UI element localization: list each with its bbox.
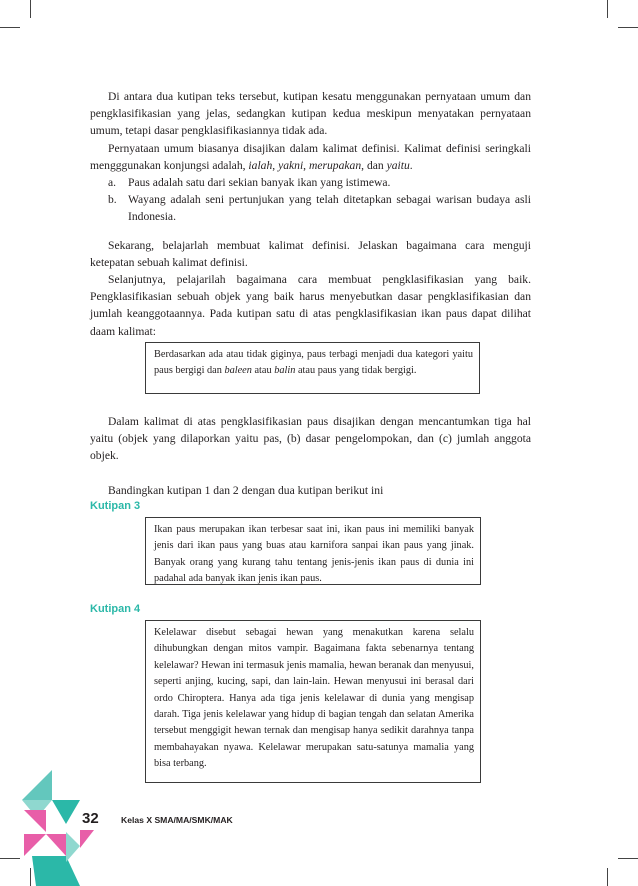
crop-mark <box>618 858 638 859</box>
crop-mark <box>0 27 20 28</box>
list-item-text: Paus adalah satu dari sekian banyak ikan yang istimewa. <box>128 176 391 189</box>
example-list <box>90 174 531 226</box>
text-run: Pernyataan umum biasanya disajikan dalam kalimat definisi. Kalimat definisi seringkali mengggunakan konjungsi adalah, <box>90 142 531 173</box>
conjunction-ialah: ialah <box>248 159 273 173</box>
decor-triangle <box>80 830 94 848</box>
text-run: , <box>272 159 279 173</box>
quote-text <box>154 347 473 380</box>
conjunction-yaitu: yaitu <box>386 159 410 173</box>
quote-text: Ikan paus merupakan ikan terbesar saat ini, ikan paus ini memiliki banyak jenis dari ikan paus yang buas atau karnifora sanpai ikan paus yang jinak. Banyak orang yang kurang tahu tentang jenis-jenis ikan paus di dunia ini padahal ada banyak ikan jenis ikan paus. <box>154 524 474 585</box>
text-run: , dan <box>361 159 387 173</box>
decor-triangle <box>22 770 52 800</box>
quote-box-whale-classification <box>145 342 480 394</box>
term-balin: balin <box>274 365 296 377</box>
decor-triangle <box>24 834 46 856</box>
book-title: Kelas X SMA/MA/SMK/MAK <box>121 815 233 825</box>
quote-box-kutipan-4 <box>145 620 481 783</box>
text-run: atau <box>251 365 275 377</box>
kutipan-4-label: Kutipan 4 <box>90 603 141 615</box>
crop-mark <box>607 868 608 886</box>
conjunction-yakni: yakni <box>278 159 304 173</box>
decor-triangle <box>52 800 80 824</box>
list-marker: a. <box>108 176 117 189</box>
crop-mark <box>607 0 608 18</box>
text-run: , <box>303 159 309 173</box>
decor-triangle <box>66 832 80 862</box>
crop-mark <box>30 0 31 18</box>
paragraph-explanation: Dalam kalimat di atas pengklasifikasian paus disajikan dengan mencantumkan tiga hal yaitu (objek yang dilaporkan yaitu pas, (b) dasar pengelompokan, dan (c) jumlah anggota objek. <box>90 415 531 463</box>
decor-triangle <box>32 856 80 886</box>
decor-triangle <box>46 834 66 856</box>
quote-box-kutipan-3 <box>145 517 481 585</box>
paragraph-exercise: Sekarang, belajarlah membuat kalimat definisi. Jelaskan bagaimana cara menguji ketepatan sebuah kalimat definisi. <box>90 239 531 270</box>
quote-text: Kelelawar disebut sebagai hewan yang menakutkan karena selalu dihubungkan dengan mitos vampir. Bagaimana fakta sebenarnya tentang kelelawar? Hewan ini termasuk jenis mamalia, hewan beranak dan menyusui, seperti anjing, kucing, sapi, dan lain-lain. Hewan menyusui ini berasal dari ordo Chiroptera. Hanya ada tiga jenis kelelawar di dunia yang mengisap darah. Tiga jenis kelelawar yang hidup di bagian tengah dan selatan Amerika tersebut menggigit hewan ternak dan mengisap hanya sedikit darahnya tanpa membahayakan nyawa. Kelelawar merupakan satu-satunya mamalia yang bisa terbang. <box>154 627 474 770</box>
kutipan-3-label: Kutipan 3 <box>90 500 141 512</box>
paragraph-classification: Selanjutnya, pelajarilah bagaimana cara membuat pengklasifikasian yang baik. Pengklasifikasian sebuah objek yang baik harus menyebutkan dasar pengklasifikasian dan jumlah keanggotaannya. Pada kutipan satu di atas pengklasifikasian ikan paus dapat dilihat daam kalimat: <box>90 273 531 338</box>
term-baleen: baleen <box>224 365 252 377</box>
text-run: atau paus yang tidak bergigi. <box>295 365 417 377</box>
page-number: 32 <box>82 810 99 827</box>
list-item <box>90 191 531 225</box>
paragraph-definition <box>90 140 531 174</box>
paragraph-compare: Bandingkan kutipan 1 dan 2 dengan dua kutipan berikut ini <box>108 484 384 497</box>
list-item-text: Wayang adalah seni pertunjukan yang telah ditetapkan sebagai warisan budaya asli Indonesia. <box>128 193 531 224</box>
decorative-shapes <box>0 770 130 886</box>
list-marker: b. <box>108 193 117 207</box>
list-item <box>90 174 531 191</box>
conjunction-merupakan: merupakan <box>308 159 362 173</box>
text-run: Berdasarkan ada atau tidak giginya, paus terbagi menjadi dua kategori yaitu paus bergigi dan <box>154 349 473 377</box>
text-run: . <box>409 159 413 173</box>
paragraph-intro: Di antara dua kutipan teks tersebut, kutipan kesatu menggunakan pernyataan umum dan pengklasifikasian yang jelas, sedangkan kutipan kedua meskipun menyatakan pernyataan umum, tetapi dasar pengklasifikasiannya tidak ada. <box>90 90 531 138</box>
crop-mark <box>618 27 638 28</box>
decor-triangle <box>24 810 46 832</box>
